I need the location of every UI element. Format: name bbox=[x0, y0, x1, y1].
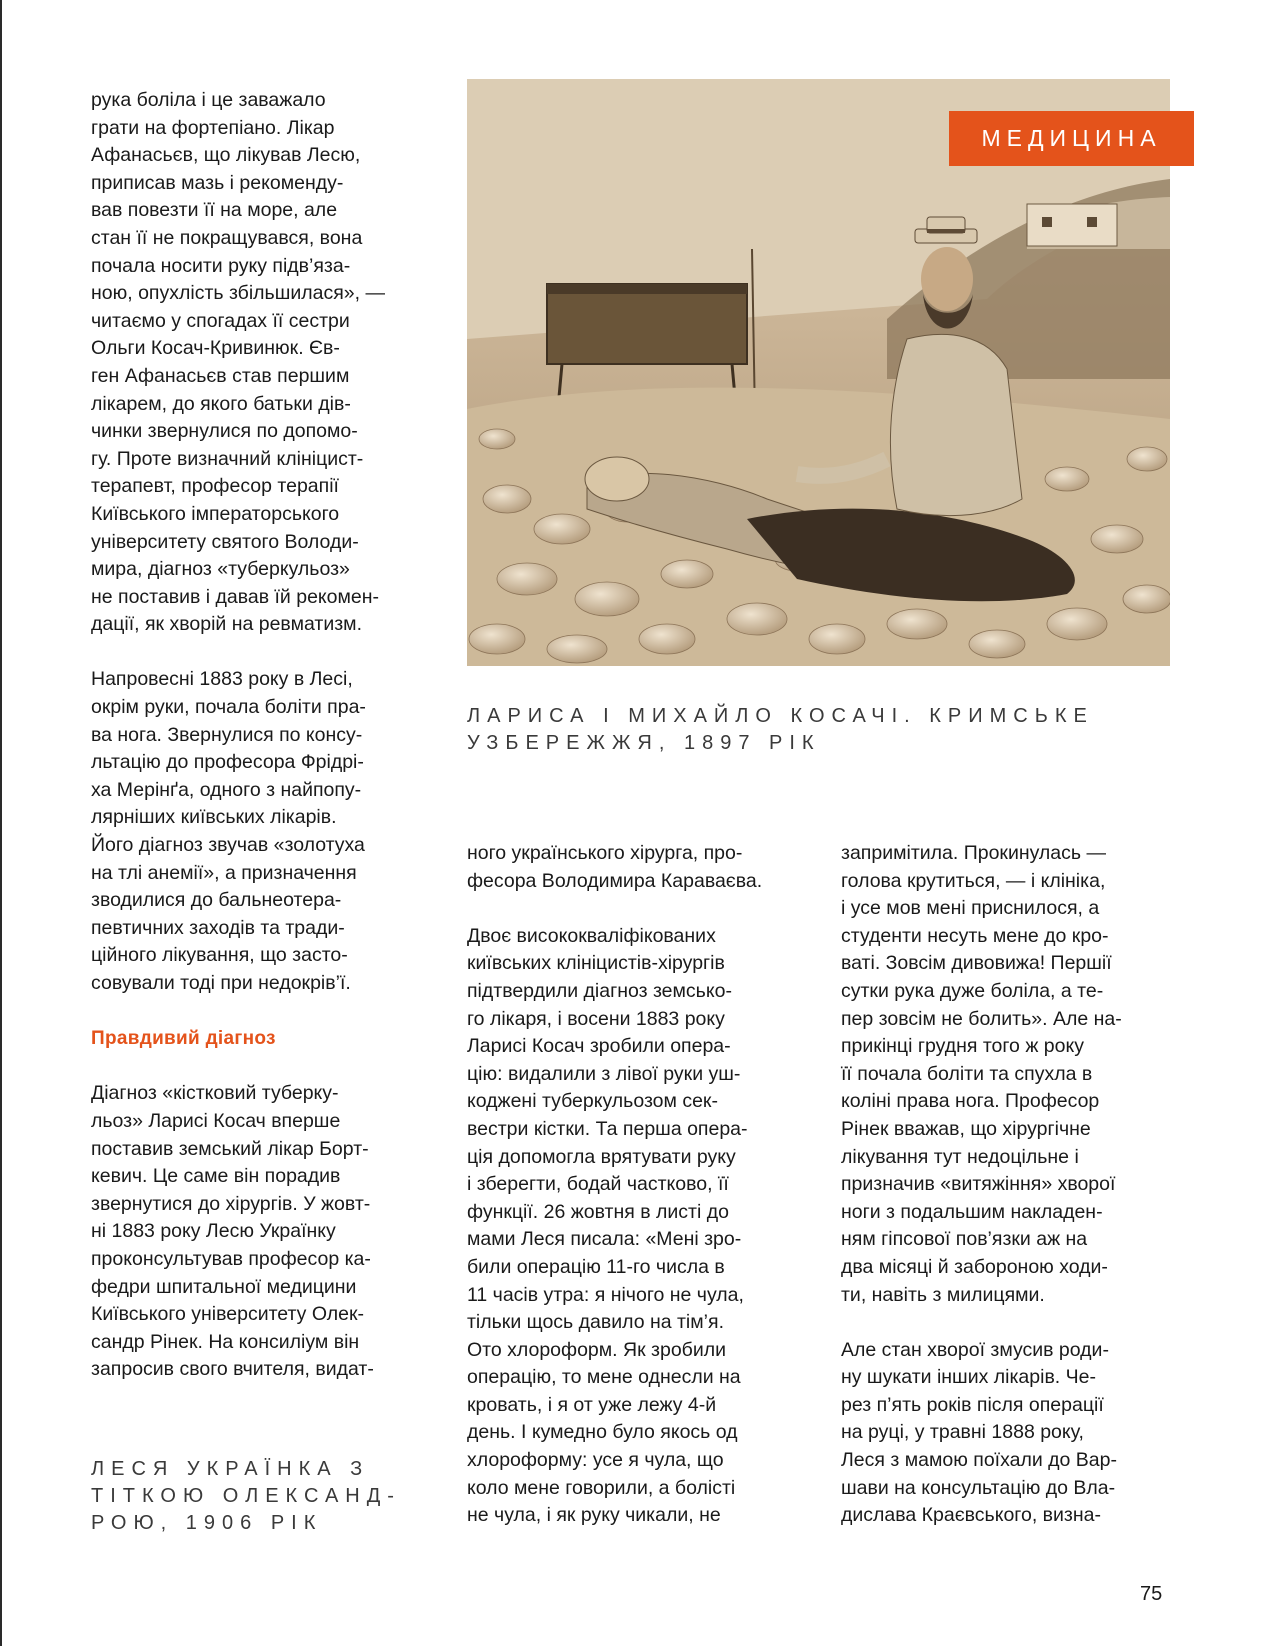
text-line: проконсультував професор ка- bbox=[91, 1247, 371, 1270]
text-line: рука боліла і це заважало bbox=[91, 89, 326, 111]
text-line: вав повезти її на море, але bbox=[91, 199, 338, 222]
text-line: зводилися до бальнеотера- bbox=[91, 889, 342, 912]
text-line: не поставив і давав їй рекомен- bbox=[91, 585, 380, 608]
text-line: федри шпитальної медицини bbox=[91, 1275, 357, 1298]
text-line: прикінці грудня того ж року bbox=[841, 1035, 1084, 1058]
paragraph bbox=[467, 840, 807, 895]
text-line: Ларисі Косач зробили опера- bbox=[467, 1035, 731, 1058]
text-line: ха Мерінґа, одного з найпопу- bbox=[91, 778, 362, 801]
text-line: не чула, і як руку чикали, не bbox=[467, 1504, 721, 1527]
text-line: ція допомогла врятувати руку bbox=[467, 1145, 736, 1168]
text-line: Ото хлороформ. Як зробили bbox=[467, 1338, 726, 1361]
text-line: кевич. Це саме він порадив bbox=[91, 1165, 341, 1188]
text-line: льтацію до професора Фрідрі- bbox=[91, 751, 364, 774]
text-line: го лікаря, і восени 1883 року bbox=[467, 1007, 725, 1030]
text-line: Рінек вважав, що хірургічне bbox=[841, 1117, 1091, 1140]
text-line: ням гіпсової пов’язки аж на bbox=[841, 1228, 1088, 1251]
text-line: совували тоді при недокрів’ї. bbox=[91, 972, 351, 994]
text-line: Напровесні 1883 року в Лесі, bbox=[91, 668, 353, 691]
text-line: операцію, то мене однесли на bbox=[467, 1366, 741, 1389]
text-line: певтичних заходів та тради- bbox=[91, 916, 345, 939]
text-line: льоз» Ларисі Косач вперше bbox=[91, 1109, 341, 1132]
text-line: приписав мазь і рекоменду- bbox=[91, 171, 344, 194]
text-line: лікарем, до якого батьки дів- bbox=[91, 392, 351, 415]
paragraph bbox=[91, 87, 411, 639]
text-line: 11 часів утра: я нічого не чула, bbox=[467, 1283, 744, 1306]
text-line: Ольги Косач-Кривинюк. Єв- bbox=[91, 337, 340, 360]
text-line: ген Афанасьєв став першим bbox=[91, 364, 350, 387]
section-tag: МЕДИЦИНА bbox=[949, 111, 1194, 166]
text-line: почала носити руку підв’яза- bbox=[91, 254, 351, 277]
text-line: на тлі анемії», а призначення bbox=[91, 861, 357, 884]
text-line: шави на консультацію до Вла- bbox=[841, 1476, 1116, 1499]
text-line: Його діагноз звучав «золотуха bbox=[91, 834, 365, 857]
text-line: дації, як хворій на ревматизм. bbox=[91, 613, 362, 636]
text-line: пер зовсім не болить». Але на- bbox=[841, 1007, 1122, 1030]
text-line: день. І кумедно було якось од bbox=[467, 1421, 738, 1444]
text-column-1 bbox=[91, 87, 411, 1384]
text-column-2 bbox=[467, 840, 807, 1530]
text-line: сандр Рінек. На консиліум він bbox=[91, 1330, 360, 1353]
text-line: били операцію 11-го числа в bbox=[467, 1255, 725, 1278]
text-column-3 bbox=[841, 840, 1181, 1530]
text-line: запросив свого вчителя, видат- bbox=[91, 1358, 374, 1381]
paragraph bbox=[91, 1080, 411, 1384]
text-line: вестри кістки. Та перша опера- bbox=[467, 1117, 748, 1140]
photo-caption: ЛАРИСА І МИХАЙЛО КОСАЧІ. КРИМСЬКЕ УЗБЕРЕЖЖЯ, 1897 РІК bbox=[467, 705, 1094, 754]
text-line: чинки звернулися по допомо- bbox=[91, 420, 358, 443]
text-line: київських клініцистів-хірургів bbox=[467, 952, 725, 975]
text-line: підтвердили діагноз земсько- bbox=[467, 979, 732, 1002]
text-line: окрім руки, почала боліти пра- bbox=[91, 696, 366, 719]
text-line: звернутися до хірургів. У жовт- bbox=[91, 1192, 371, 1215]
historical-photo bbox=[467, 79, 1170, 666]
text-line: ною, опухлість збільшилася», — bbox=[91, 282, 385, 305]
text-line: два місяці й забороною ходи- bbox=[841, 1255, 1108, 1278]
page-number: 75 bbox=[1140, 1583, 1163, 1605]
section-subheading: Правдивий діагноз bbox=[91, 1028, 276, 1050]
text-line: дислава Краєвського, визна- bbox=[841, 1504, 1101, 1527]
text-line: терапевт, професор терапії bbox=[91, 475, 339, 498]
text-line: ЛЕСЯ УКРАЇНКА З bbox=[91, 1458, 370, 1480]
text-line: коджені туберкульозом сек- bbox=[467, 1090, 718, 1113]
text-line: студенти несуть мене до кро- bbox=[841, 924, 1109, 947]
text-line: поставив земський лікар Борт- bbox=[91, 1137, 369, 1160]
text-line: і усе мов мені приснилося, а bbox=[841, 897, 1100, 920]
text-line: запримітила. Прокинулась — bbox=[841, 842, 1106, 864]
text-line: ні 1883 року Лесю Українку bbox=[91, 1220, 336, 1243]
text-line: кровать, і я от уже лежу 4-й bbox=[467, 1393, 717, 1416]
text-line: коліні права нога. Професор bbox=[841, 1090, 1100, 1113]
text-line: читаємо у спогадах її сестри bbox=[91, 309, 350, 332]
text-line: сутки рука дуже боліла, а те- bbox=[841, 979, 1104, 1002]
text-line: Діагноз «кістковий туберку- bbox=[91, 1082, 339, 1105]
photo-illustration bbox=[467, 79, 1170, 666]
text-line: рез п’ять років після операції bbox=[841, 1393, 1104, 1416]
text-line: ційного лікування, що засто- bbox=[91, 944, 348, 967]
text-line: Двоє висококваліфікованих bbox=[467, 924, 716, 947]
text-line: тільки щось давило на тім’я. bbox=[467, 1311, 724, 1334]
page-edge-line bbox=[0, 0, 2, 1646]
text-line: ну шукати інших лікарів. Че- bbox=[841, 1366, 1096, 1389]
text-line: голова крутиться, — і клініка, bbox=[841, 869, 1106, 892]
text-line: фесора Володимира Караваєва. bbox=[467, 869, 763, 892]
text-line: її почала боліти та спухла в bbox=[841, 1062, 1093, 1085]
text-line: Але стан хворої змусив роди- bbox=[841, 1338, 1109, 1361]
text-line: університету святого Володи- bbox=[91, 530, 359, 553]
text-line: ти, навіть з милицями. bbox=[841, 1283, 1045, 1306]
text-line: ваті. Зовсім дивовижа! Першії bbox=[841, 952, 1112, 975]
text-line: призначив «витяжіння» хворої bbox=[841, 1173, 1116, 1196]
text-line: мами Леся писала: «Мені зро- bbox=[467, 1228, 742, 1251]
paragraph bbox=[841, 840, 1181, 1309]
text-line: Леся з мамою поїхали до Вар- bbox=[841, 1449, 1117, 1472]
text-line: РОЮ, 1906 РІК bbox=[91, 1512, 323, 1534]
text-line: хлороформу: усе я чула, що bbox=[467, 1449, 724, 1472]
text-line: лікування тут недоцільне і bbox=[841, 1145, 1079, 1168]
text-line: Афанасьєв, що лікував Лесю, bbox=[91, 144, 361, 167]
text-line: цію: видалили з лівої руки уш- bbox=[467, 1062, 741, 1085]
text-line: ТІТКОЮ ОЛЕКСАНД- bbox=[91, 1485, 401, 1507]
paragraph bbox=[467, 923, 807, 1530]
side-photo-caption bbox=[91, 1456, 411, 1537]
text-line: лярніших київських лікарів. bbox=[91, 806, 337, 829]
text-line: грати на фортепіано. Лікар bbox=[91, 116, 335, 139]
paragraph bbox=[91, 666, 411, 997]
text-line: ва нога. Звернулися по консу- bbox=[91, 723, 363, 746]
text-line: функції. 26 жовтня в листі до bbox=[467, 1200, 729, 1223]
text-line: на руці, у травні 1888 року, bbox=[841, 1421, 1084, 1444]
text-line: Київського університету Олек- bbox=[91, 1303, 365, 1326]
text-line: стан її не покращувався, вона bbox=[91, 226, 363, 249]
text-line: мира, діагноз «туберкульоз» bbox=[91, 558, 350, 581]
text-line: ного українського хірурга, про- bbox=[467, 842, 743, 864]
text-line: Київського імператорського bbox=[91, 502, 340, 525]
text-line: і зберегти, бодай частково, її bbox=[467, 1173, 729, 1196]
text-line: ноги з подальшим накладен- bbox=[841, 1200, 1103, 1223]
text-line: гу. Проте визначний клініцист- bbox=[91, 447, 364, 470]
paragraph bbox=[841, 1337, 1181, 1530]
text-line: коло мене говорили, а болісті bbox=[467, 1476, 736, 1499]
